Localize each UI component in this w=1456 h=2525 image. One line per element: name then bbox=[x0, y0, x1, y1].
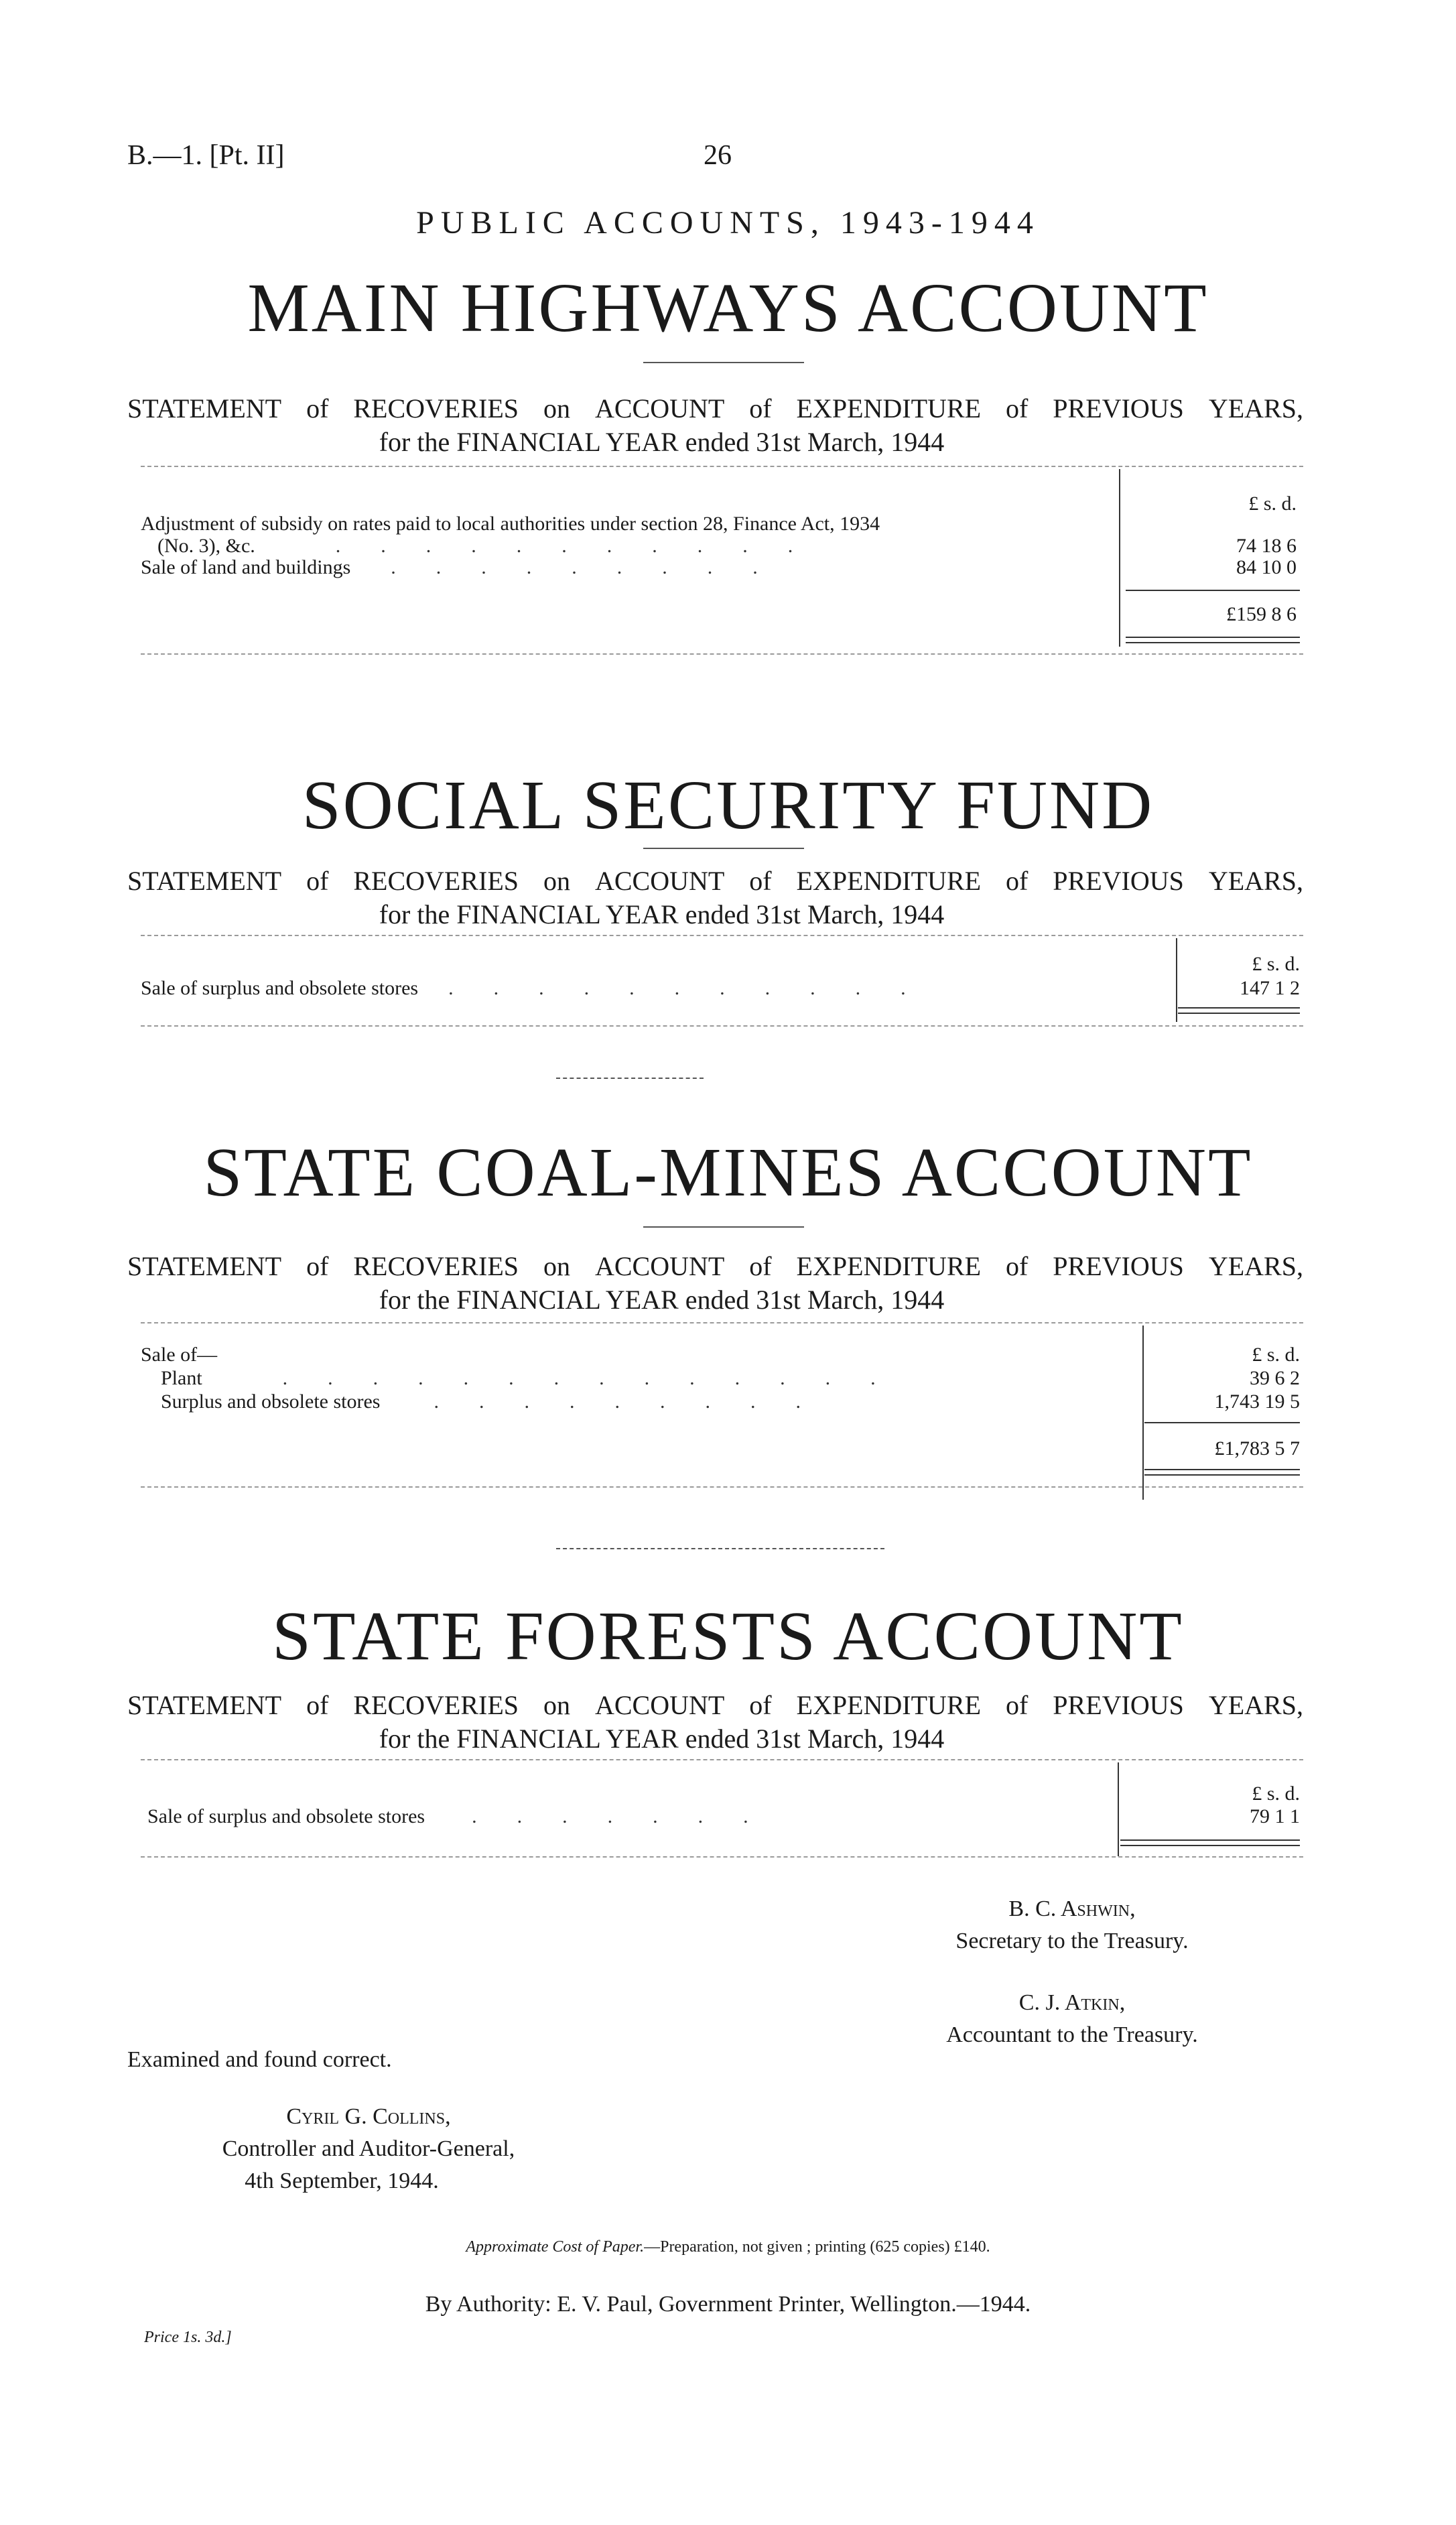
amount-column-rule bbox=[1119, 469, 1120, 647]
auditor-name: Cyril G. Collins, bbox=[286, 2104, 451, 2129]
state-forests-title: STATE FORESTS ACCOUNT bbox=[272, 1598, 1184, 1675]
examined-note: Examined and found correct. bbox=[127, 2047, 392, 2072]
divider bbox=[141, 653, 1303, 655]
divider bbox=[141, 1322, 1303, 1323]
accountant-name: C. J. Atkin, bbox=[1018, 1990, 1126, 2015]
total-amount: £159 8 6 bbox=[1226, 603, 1297, 625]
price-note: Price 1s. 3d.] bbox=[144, 2329, 232, 2346]
main-highways-statement: STATEMENT of RECOVERIES on ACCOUNT of EXPENDITURE of PREVIOUS YEARS, for the FINANCIAL YEAR ended 31st March, 1944 bbox=[127, 392, 1303, 459]
title-rule bbox=[643, 362, 804, 363]
state-coal-mines-title: STATE COAL-MINES ACCOUNT bbox=[203, 1134, 1253, 1211]
main-highways-title: MAIN HIGHWAYS ACCOUNT bbox=[247, 269, 1209, 346]
cost-note: Approximate Cost of Paper.—Preparation, not given ; printing (625 copies) £140. bbox=[466, 2238, 990, 2256]
line-item-amount: 74 18 6 bbox=[1236, 535, 1297, 557]
page-number: 26 bbox=[704, 140, 732, 171]
secretary-name: B. C. Ashwin, bbox=[1008, 1896, 1136, 1921]
total-amount: £1,783 5 7 bbox=[1214, 1437, 1300, 1460]
currency-header: £ s. d. bbox=[1248, 493, 1297, 515]
line-item-label: Adjustment of subsidy on rates paid to local authorities under section 28, Finance Act, 1934 bbox=[141, 513, 880, 535]
line-item-amount: 1,743 19 5 bbox=[1214, 1390, 1300, 1413]
section-break bbox=[556, 1548, 884, 1549]
group-label: Sale of— bbox=[141, 1344, 218, 1366]
title-rule bbox=[643, 1226, 804, 1228]
amount-column-rule bbox=[1176, 938, 1177, 1022]
amount-column-rule bbox=[1142, 1325, 1144, 1500]
amount-column-rule bbox=[1118, 1762, 1119, 1856]
line-item-amount: 84 10 0 bbox=[1236, 556, 1297, 578]
line-item-amount: 39 6 2 bbox=[1250, 1367, 1300, 1389]
auditor-title: Controller and Auditor-General, bbox=[222, 2136, 515, 2161]
double-rule bbox=[1120, 1839, 1300, 1846]
line-item-label: Plant .............. bbox=[161, 1367, 916, 1389]
currency-header: £ s. d. bbox=[1252, 1344, 1300, 1366]
state-coal-mines-subtitle: for the FINANCIAL YEAR ended 31st March, 1944 bbox=[379, 1285, 945, 1315]
section-break bbox=[556, 1078, 704, 1079]
state-forests-statement: STATEMENT of RECOVERIES on ACCOUNT of EXPENDITURE of PREVIOUS YEARS, for the FINANCIAL YEAR ended 31st March, 1944 bbox=[127, 1689, 1303, 1756]
divider bbox=[141, 466, 1303, 467]
line-item-label: Sale of land and buildings ......... bbox=[141, 556, 798, 578]
line-item-amount: 79 1 1 bbox=[1250, 1805, 1300, 1827]
currency-header: £ s. d. bbox=[1252, 953, 1300, 975]
currency-header: £ s. d. bbox=[1252, 1783, 1300, 1805]
divider bbox=[141, 1025, 1303, 1027]
authority-line: By Authority: E. V. Paul, Government Printer, Wellington.—1944. bbox=[425, 2292, 1031, 2317]
state-coal-mines-statement: STATEMENT of RECOVERIES on ACCOUNT of EXPENDITURE of PREVIOUS YEARS, for the FINANCIAL YEAR ended 31st March, 1944 bbox=[127, 1250, 1303, 1317]
total-rule bbox=[1126, 590, 1300, 591]
title-rule bbox=[643, 848, 804, 849]
divider bbox=[141, 1486, 1303, 1488]
double-rule bbox=[1144, 1469, 1300, 1476]
auditor-date: 4th September, 1944. bbox=[245, 2168, 439, 2193]
line-item-amount: 147 1 2 bbox=[1240, 977, 1300, 999]
social-security-subtitle: for the FINANCIAL YEAR ended 31st March, 1944 bbox=[379, 899, 945, 929]
divider bbox=[141, 1759, 1303, 1760]
main-highways-subtitle: for the FINANCIAL YEAR ended 31st March, 1944 bbox=[379, 427, 945, 457]
divider bbox=[141, 935, 1303, 936]
double-rule bbox=[1178, 1007, 1300, 1014]
accountant-title: Accountant to the Treasury. bbox=[946, 2022, 1198, 2047]
line-item-label: Sale of surplus and obsolete stores ........... bbox=[141, 977, 946, 999]
line-item-label: Sale of surplus and obsolete stores ....... bbox=[147, 1805, 789, 1827]
line-item-label: Surplus and obsolete stores ......... bbox=[161, 1390, 841, 1413]
page-reference: B.—1. [Pt. II] bbox=[127, 140, 285, 171]
line-item-label: (No. 3), &c. ........... bbox=[157, 535, 834, 557]
double-rule bbox=[1126, 637, 1300, 643]
total-rule bbox=[1144, 1422, 1300, 1423]
state-forests-subtitle: for the FINANCIAL YEAR ended 31st March, 1944 bbox=[379, 1724, 945, 1754]
social-security-statement: STATEMENT of RECOVERIES on ACCOUNT of EXPENDITURE of PREVIOUS YEARS, for the FINANCIAL YEAR ended 31st March, 1944 bbox=[127, 864, 1303, 931]
publication-title: PUBLIC ACCOUNTS, 1943-1944 bbox=[416, 205, 1040, 241]
divider bbox=[141, 1856, 1303, 1858]
secretary-title: Secretary to the Treasury. bbox=[955, 1929, 1189, 1953]
social-security-title: SOCIAL SECURITY FUND bbox=[302, 767, 1154, 844]
